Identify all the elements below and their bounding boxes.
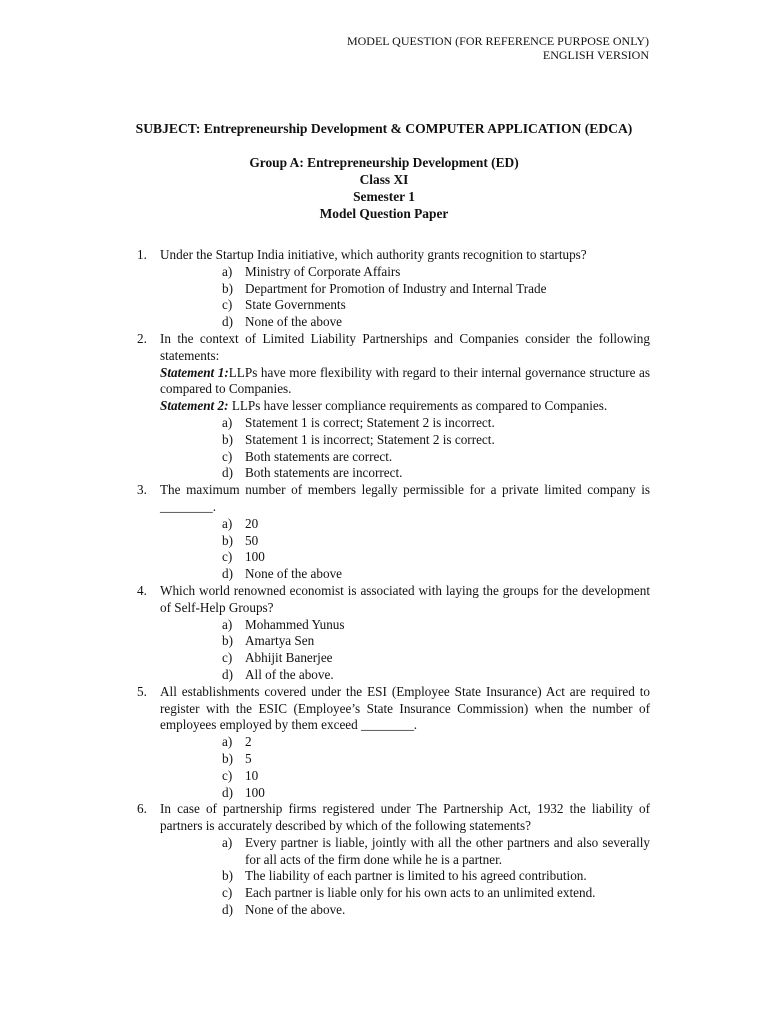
option-c xyxy=(222,885,650,902)
question-3 xyxy=(137,482,650,583)
option-a xyxy=(222,516,650,533)
statement-1 xyxy=(160,365,650,399)
option-label: a) xyxy=(222,734,233,750)
option-text: 10 xyxy=(245,767,259,783)
option-text: Both statements are correct. xyxy=(245,448,393,464)
option-label: a) xyxy=(222,263,233,279)
option-d xyxy=(222,785,650,802)
option-text: 50 xyxy=(245,532,259,548)
option-d xyxy=(222,902,650,919)
option-c xyxy=(222,549,650,566)
option-text: Statement 1 is incorrect; Statement 2 is correct. xyxy=(245,431,495,447)
option-text: Department for Promotion of Industry and Internal Trade xyxy=(245,280,547,296)
option-text: Both statements are incorrect. xyxy=(245,465,403,481)
option-text: State Governments xyxy=(245,297,346,313)
option-c xyxy=(222,449,650,466)
question-6 xyxy=(137,801,650,919)
option-list xyxy=(222,617,650,684)
question-text: The maximum number of members legally permissible for a private limited company is ________. xyxy=(160,482,650,514)
option-text: Abhijit Banerjee xyxy=(245,650,333,666)
option-b xyxy=(222,533,650,550)
option-a xyxy=(222,264,650,281)
option-b xyxy=(222,751,650,768)
option-label: d) xyxy=(222,666,233,682)
option-list xyxy=(222,734,650,801)
option-text: The liability of each partner is limited to his agreed contribution. xyxy=(245,868,587,884)
semester-title: Semester 1 xyxy=(353,189,415,204)
question-2 xyxy=(137,331,650,482)
option-list xyxy=(222,415,650,482)
document-header xyxy=(347,34,649,62)
option-label: d) xyxy=(222,902,233,918)
option-text: Statement 1 is correct; Statement 2 is incorrect. xyxy=(245,414,495,430)
option-text: Ministry of Corporate Affairs xyxy=(245,263,401,279)
option-a xyxy=(222,617,650,634)
header-line-english-version: ENGLISH VERSION xyxy=(542,48,649,62)
option-text: 2 xyxy=(245,734,252,750)
option-label: b) xyxy=(222,750,233,766)
question-4 xyxy=(137,583,650,684)
option-text: None of the above. xyxy=(245,902,346,918)
statement-2-text: LLPs have lesser compliance requirements as compared to Companies. xyxy=(228,398,608,414)
option-label: b) xyxy=(222,633,233,649)
group-title: Group A: Entrepreneurship Development (ED) xyxy=(249,155,519,170)
option-label: d) xyxy=(222,566,233,582)
question-number: 6. xyxy=(137,801,147,817)
option-d xyxy=(222,314,650,331)
question-number: 4. xyxy=(137,582,147,598)
option-text: Amartya Sen xyxy=(245,633,315,649)
question-list xyxy=(137,247,650,919)
option-label: c) xyxy=(222,767,233,783)
option-text: Each partner is liable only for his own acts to an unlimited extend. xyxy=(245,885,596,901)
class-title: Class XI xyxy=(359,172,409,187)
option-label: b) xyxy=(222,280,233,296)
option-c xyxy=(222,768,650,785)
question-number: 1. xyxy=(137,247,147,262)
option-label: d) xyxy=(222,784,233,800)
option-label: c) xyxy=(222,549,233,565)
option-text: Every partner is liable, jointly with all the other partners and also severally for all acts of the firm done while he is a partner. xyxy=(245,834,650,867)
question-text: Under the Startup India initiative, which authority grants recognition to startups? xyxy=(160,247,587,262)
question-text: Which world renowned economist is associated with laying the groups for the development of Self-Help Groups? xyxy=(160,582,650,615)
option-label: c) xyxy=(222,885,233,901)
option-label: a) xyxy=(222,414,233,430)
option-d xyxy=(222,566,650,583)
option-label: b) xyxy=(222,431,233,447)
option-text: None of the above xyxy=(245,314,343,330)
option-b xyxy=(222,432,650,449)
option-text: Mohammed Yunus xyxy=(245,616,345,632)
question-5 xyxy=(137,684,650,802)
option-label: b) xyxy=(222,868,233,884)
option-list xyxy=(222,835,650,919)
option-text: None of the above xyxy=(245,566,343,582)
title-block xyxy=(0,154,768,222)
question-text: All establishments covered under the ESI (Employee State Insurance) Act are required to register with the ESIC (Employee’s State Insurance Commission) when the number of employees employed by them exceed ________. xyxy=(160,683,650,733)
option-a xyxy=(222,415,650,432)
option-list xyxy=(222,264,650,331)
option-label: c) xyxy=(222,448,233,464)
option-b xyxy=(222,633,650,650)
option-a xyxy=(222,835,650,869)
subject-title: SUBJECT: Entrepreneurship Development & COMPUTER APPLICATION (EDCA) xyxy=(135,121,633,136)
statement-1-text: LLPs have more flexibility with regard to their internal governance structure as compared to Companies. xyxy=(160,364,650,397)
question-number: 2. xyxy=(137,330,147,346)
question-number: 5. xyxy=(137,683,147,699)
option-c xyxy=(222,650,650,667)
option-text: All of the above. xyxy=(245,666,334,682)
option-text: 100 xyxy=(245,549,265,565)
option-text: 100 xyxy=(245,784,265,800)
question-text: In the context of Limited Liability Partnerships and Companies consider the following statements: xyxy=(160,330,650,363)
option-label: d) xyxy=(222,314,233,330)
option-c xyxy=(222,297,650,314)
statement-2 xyxy=(160,398,650,415)
paper-title: Model Question Paper xyxy=(319,206,449,221)
option-text: 5 xyxy=(245,750,252,766)
option-b xyxy=(222,868,650,885)
option-label: c) xyxy=(222,650,233,666)
statement-2-label: Statement 2: xyxy=(160,398,229,414)
statement-1-label: Statement 1: xyxy=(160,364,229,380)
option-d xyxy=(222,465,650,482)
header-line-model-question: MODEL QUESTION (FOR REFERENCE PURPOSE ONLY) xyxy=(346,34,649,48)
option-label: a) xyxy=(222,515,233,531)
option-list xyxy=(222,516,650,583)
question-1 xyxy=(137,247,650,331)
option-text: 20 xyxy=(245,515,259,531)
option-label: d) xyxy=(222,465,233,481)
option-label: b) xyxy=(222,532,233,548)
option-d xyxy=(222,667,650,684)
option-label: a) xyxy=(222,834,233,850)
option-label: a) xyxy=(222,616,233,632)
question-text: In case of partnership firms registered under The Partnership Act, 1932 the liability of partners is accurately described by which of the following statements? xyxy=(160,801,650,834)
question-number: 3. xyxy=(137,482,147,498)
option-b xyxy=(222,281,650,298)
option-label: c) xyxy=(222,297,233,313)
option-a xyxy=(222,734,650,751)
